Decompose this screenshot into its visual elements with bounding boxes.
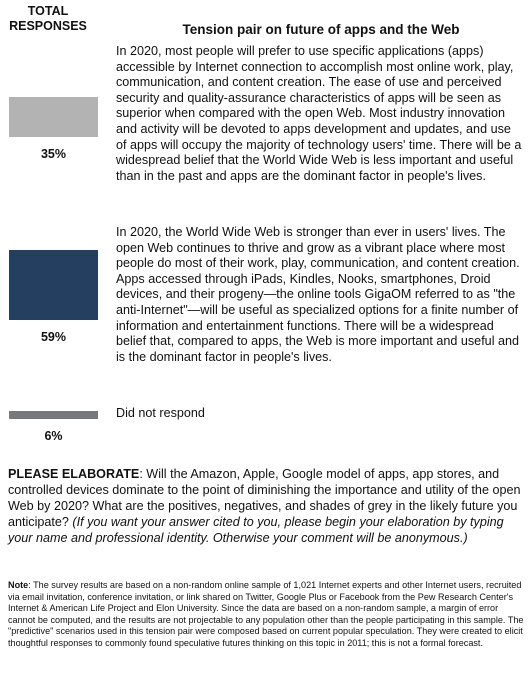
option-apps-text: In 2020, most people will prefer to use specific applications (apps) accessible by Internet connection to accomplish most online work, play, communication, and content creation. The ease of use and perceived security and quality-assurance characteristics of apps will be seen as superior when compared with the open Web. Most industry innovation and activity will be devoted to apps development and updates, and use of apps will occupy the majority of technology users' time. There will be a widespread belief that the World Wide Web is less important and useful than in the past and apps are the dominant factor in people's lives. [116, 44, 522, 183]
bar-did-not-respond [9, 411, 98, 418]
chart-title: Tension pair on future of apps and the Web [182, 22, 460, 37]
bar-apps [9, 97, 98, 138]
survey-note [8, 580, 524, 650]
bar-label-did-not-respond: 6% [44, 428, 63, 443]
bar-web [9, 250, 98, 319]
note-text: : The survey results are based on a non-random online sample of 1,021 Internet experts and other Internet users, recruited via email invitation, conference invitation, or link shared on Twitter, Google Plus or Facebook from the Pew Research Center's Internet & American Life Project and Elon University. Since the data are based on a non-random sample, a margin of error cannot be computed, and the results are not projectable to any population other than the people participating in this sample. The "predictive" scenarios used in this tension pair were composed based on current popular speculation. They were created to elicit thoughtful responses to commonly found speculative futures thinking on this topic in 2011; this is not a formal forecast. [8, 580, 524, 648]
option-did-not-respond-text: Did not respond [116, 406, 205, 420]
total-responses-line2: RESPONSES [9, 19, 87, 33]
total-responses-header [0, 4, 96, 34]
option-web-text: In 2020, the World Wide Web is stronger than ever in users' lives. The open Web continues to thrive and grow as a vibrant place where most people do most of their work, play, communication, and content creation. Apps accessed through iPads, Kindles, Nooks, smartphones, Droid devices, and their progeny—the online tools GigaOM referred to as "the anti-Internet"—will be useful as specialized options for a finite number of information and entertainment functions. There will be a widespread belief that, compared to apps, the Web is more important and useful and is the dominant factor in people's lives. [116, 225, 520, 364]
total-responses-line1: TOTAL [27, 4, 69, 18]
elaborate-lead: PLEASE ELABORATE [8, 467, 140, 481]
note-lead: Note [8, 580, 29, 590]
elaborate-italic-text: (If you want your answer cited to you, please begin your elaboration by typing your name and professional identity. Otherwise your comment will be anonymous.) [8, 515, 504, 545]
bar-label-web: 59% [40, 329, 67, 344]
elaborate-text: : Will the Amazon, Apple, Google model of apps, app stores, and controlled devices dominate to the point of diminishing the importance and utility of the open Web by 2020? What are the positives, negatives, and shades of grey in the likely future you anticipate? [8, 467, 521, 529]
elaborate-prompt [8, 466, 524, 546]
bar-label-apps: 35% [40, 147, 67, 162]
